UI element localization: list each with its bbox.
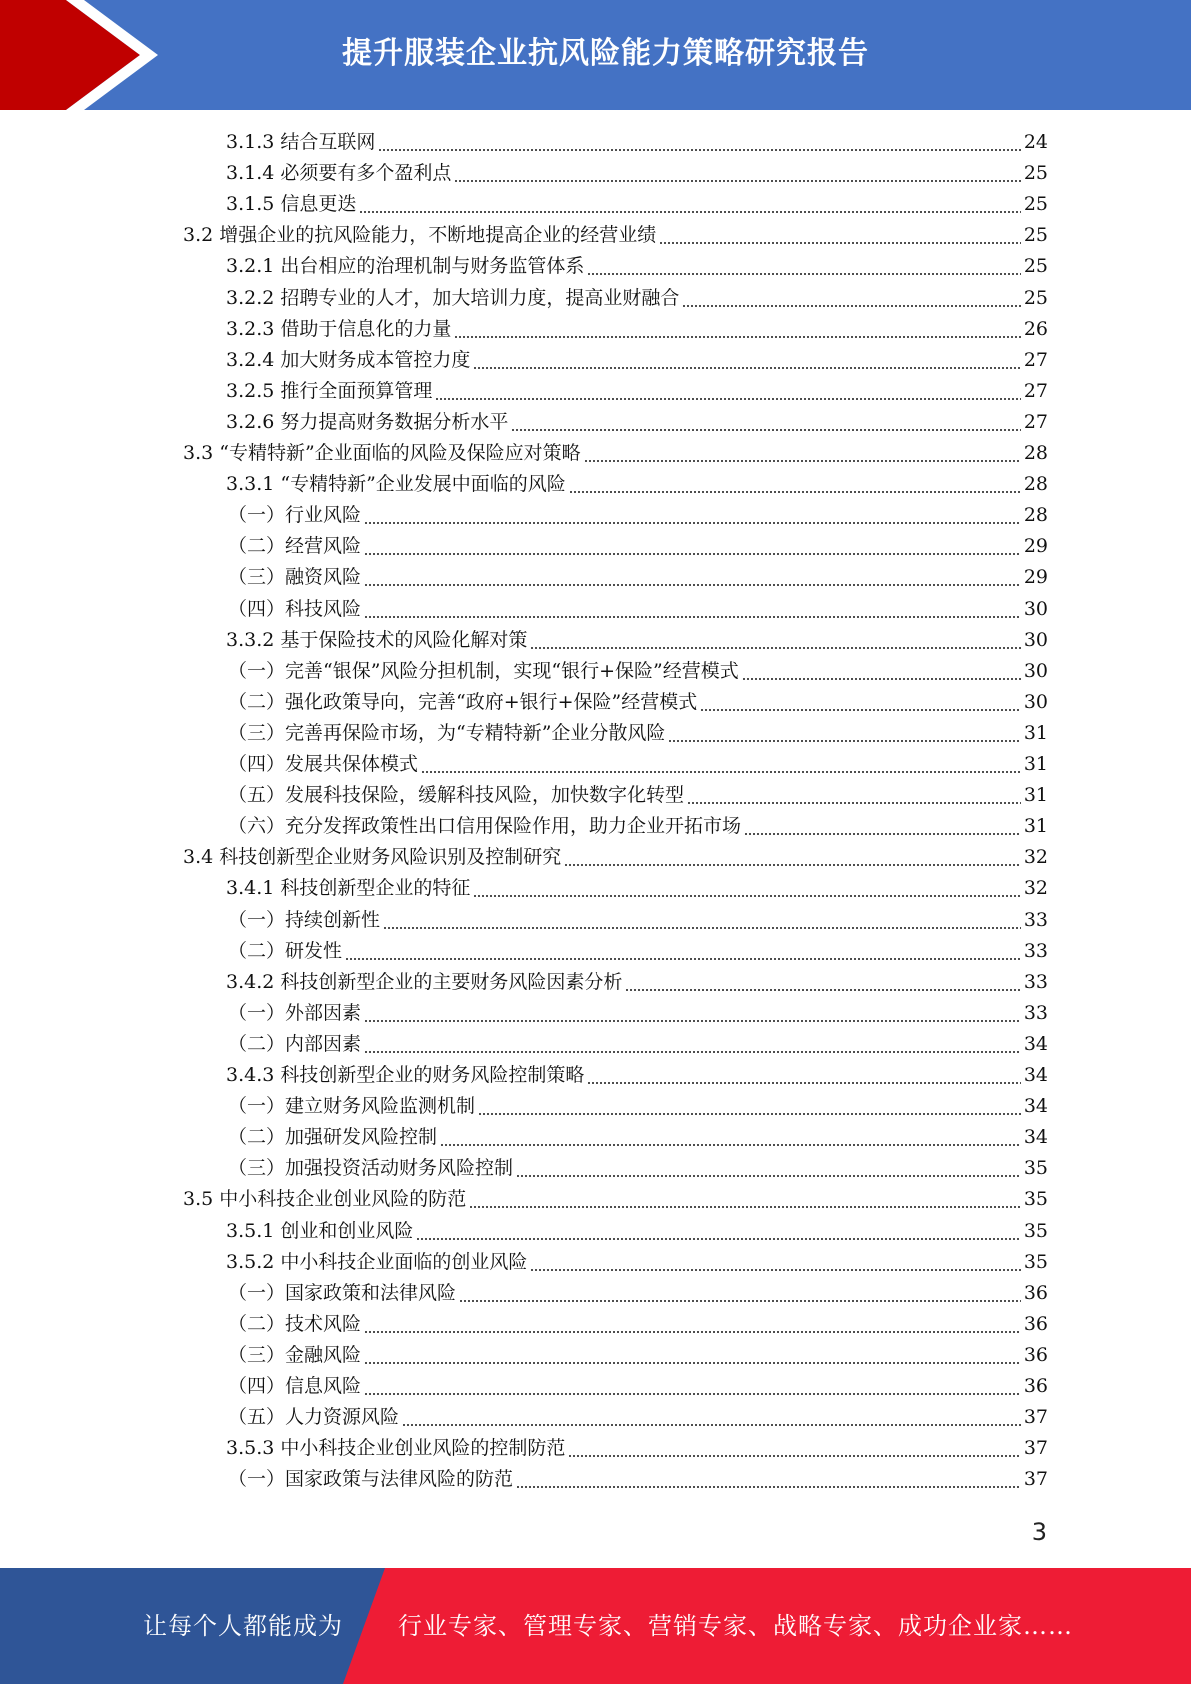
toc-entry-page: 34 [1023,1126,1048,1149]
toc-entry-page: 35 [1023,1157,1048,1180]
toc-dot-leader [345,958,1021,960]
toc-entry-title: 3.1.5 信息更迭 [226,193,357,216]
toc-dot-leader [687,802,1021,804]
toc-entry-title: 3.4.2 科技创新型企业的主要财务风险因素分析 [226,970,623,993]
toc-entry-title: （一）行业风险 [228,504,362,527]
toc-entry-page: 35 [1023,1219,1048,1242]
toc-entry[interactable] [228,656,1048,687]
toc-entry-title: 3.2 增强企业的抗风险能力，不断地提高企业的经营业绩 [183,224,657,247]
toc-dot-leader [421,771,1021,773]
toc-entry-page: 28 [1023,504,1048,527]
toc-dot-leader [359,211,1020,213]
toc-entry-title: （四）科技风险 [228,597,362,620]
toc-entry[interactable] [226,1060,1048,1091]
toc-entry-title: （一）国家政策和法律风险 [228,1281,457,1304]
toc-entry-page: 28 [1023,473,1048,496]
document-title: 提升服装企业抗风险能力策略研究报告 [342,36,869,71]
toc-entry[interactable] [226,1216,1048,1247]
toc-entry[interactable] [226,376,1048,407]
toc-entry[interactable] [228,718,1048,749]
toc-entry-page: 36 [1023,1375,1048,1397]
toc-entry-title: 3.2.4 加大财务成本管控力度 [226,348,471,371]
toc-entry-title: 3.1.4 必须要有多个盈利点 [226,162,452,185]
toc-dot-leader [459,1300,1021,1302]
toc-entry-page: 25 [1023,193,1048,216]
toc-dot-leader [682,305,1020,307]
toc-entry-title: （一）完善“银保”风险分担机制，实现“银行+保险”经营模式 [228,659,739,682]
toc-entry-title: 3.3.2 基于保险技术的风险化解对策 [226,628,528,651]
toc-entry-title: 3.3 “专精特新”企业面临的风险及保险应对策略 [183,442,581,464]
toc-entry[interactable] [228,905,1048,936]
toc-dot-leader [625,989,1020,991]
toc-entry-page: 27 [1023,410,1048,433]
toc-entry-page: 29 [1023,566,1048,589]
toc-entry[interactable] [226,127,1048,158]
toc-dot-leader [364,1393,1021,1395]
toc-entry[interactable] [226,407,1048,438]
page-header [0,0,1191,110]
toc-entry[interactable] [228,1153,1048,1184]
toc-entry-page: 27 [1023,379,1048,402]
toc-entry-page: 37 [1023,1468,1048,1491]
toc-dot-leader [473,367,1020,369]
toc-dot-leader [478,1113,1021,1115]
toc-entry[interactable] [183,220,1048,251]
toc-entry-title: （二）加强研发风险控制 [228,1126,438,1149]
toc-entry-page: 30 [1023,659,1048,682]
toc-dot-leader [364,553,1021,555]
toc-entry-page: 37 [1023,1437,1048,1460]
toc-entry-page: 32 [1023,877,1048,900]
toc-entry-title: （一）国家政策与法律风险的防范 [228,1468,514,1491]
toc-entry[interactable] [226,873,1048,904]
toc-entry-title: （一）建立财务风险监测机制 [228,1095,476,1118]
toc-entry[interactable] [228,1464,1048,1495]
toc-entry-title: 3.5.1 创业和创业风险 [226,1219,414,1242]
toc-entry-title: 3.5.3 中小科技企业创业风险的控制防范 [226,1437,566,1460]
toc-entry-title: （三）完善再保险市场，为“专精特新”企业分散风险 [228,721,666,744]
toc-dot-leader [364,584,1021,586]
toc-entry[interactable] [228,811,1048,842]
toc-entry-page: 37 [1023,1406,1048,1429]
toc-dot-leader [744,833,1021,835]
toc-entry-title: 3.2.6 努力提高财务数据分析水平 [226,410,509,433]
toc-dot-leader [378,149,1020,151]
toc-entry-page: 30 [1023,628,1048,651]
toc-entry-page: 29 [1023,535,1048,558]
toc-entry-title: 3.4.1 科技创新型企业的特征 [226,877,471,900]
toc-entry-title: （三）融资风险 [228,566,362,589]
toc-entry-title: （三）加强投资活动财务风险控制 [228,1157,514,1180]
page-number: 3 [1031,1518,1047,1546]
toc-dot-leader [364,1020,1021,1022]
toc-entry-page: 34 [1023,1032,1048,1055]
toc-entry[interactable] [226,469,1048,500]
toc-entry-title: 3.5 中小科技企业创业风险的防范 [183,1188,467,1211]
toc-dot-leader [569,491,1021,493]
toc-dot-leader [364,1051,1021,1053]
toc-entry-page: 33 [1023,970,1048,993]
toc-dot-leader [469,1206,1021,1208]
toc-entry-page: 33 [1023,939,1048,962]
toc-entry-page: 28 [1023,442,1048,464]
toc-entry[interactable] [226,1433,1048,1464]
toc-dot-leader [587,273,1020,275]
toc-entry-page: 25 [1023,286,1048,309]
toc-entry-title: 3.4.3 科技创新型企业的财务风险控制策略 [226,1064,585,1086]
toc-entry-title: （五）人力资源风险 [228,1406,400,1429]
toc-entry[interactable] [226,158,1048,189]
toc-entry[interactable] [183,1184,1048,1215]
toc-dot-leader [454,180,1020,182]
toc-entry-page: 36 [1023,1312,1048,1335]
toc-entry-page: 35 [1023,1188,1048,1211]
toc-entry[interactable] [226,251,1048,282]
toc-entry-title: （四）信息风险 [228,1375,362,1397]
toc-dot-leader [530,647,1020,649]
toc-entry[interactable] [228,594,1048,625]
toc-dot-leader [659,242,1021,244]
toc-dot-leader [584,460,1021,462]
toc-entry[interactable] [228,1029,1048,1060]
toc-dot-leader [364,616,1021,618]
toc-dot-leader [454,336,1020,338]
toc-dot-leader [564,864,1021,866]
toc-dot-leader [364,1331,1021,1333]
toc-entry-title: （一）持续创新性 [228,908,381,931]
toc-entry-page: 31 [1023,784,1048,807]
toc-entry-page: 36 [1023,1281,1048,1304]
toc-entry-title: （二）研发性 [228,939,343,962]
toc-entry-title: 3.2.2 招聘专业的人才，加大培训力度，提高业财融合 [226,286,680,309]
page-footer [0,1568,1191,1684]
footer-slogan-left: 让每个人都能成为 [143,1612,343,1640]
toc-dot-leader [402,1424,1021,1426]
toc-entry-title: 3.2.5 推行全面预算管理 [226,379,433,402]
toc-entry-page: 25 [1023,162,1048,185]
toc-entry[interactable] [228,998,1048,1029]
toc-entry-page: 24 [1023,131,1048,153]
toc-dot-leader [440,1144,1021,1146]
toc-dot-leader [511,429,1020,431]
footer-slogan-right: 行业专家、管理专家、营销专家、战略专家、成功企业家…… [398,1612,1073,1640]
toc-dot-leader [516,1175,1021,1177]
toc-entry-page: 34 [1023,1095,1048,1118]
toc-dot-leader [364,522,1021,524]
toc-entry[interactable] [228,1091,1048,1122]
toc-dot-leader [416,1238,1020,1240]
toc-entry-page: 31 [1023,721,1048,744]
toc-entry-title: （一）外部因素 [228,1001,362,1024]
toc-entry[interactable] [228,749,1048,780]
toc-entry-page: 30 [1023,690,1048,713]
toc-entry-title: （二）内部因素 [228,1032,362,1055]
toc-entry-title: （三）金融风险 [228,1343,362,1366]
toc-entry[interactable] [226,967,1048,998]
toc-dot-leader [668,740,1020,742]
toc-entry[interactable] [226,283,1048,314]
toc-entry-page: 36 [1023,1343,1048,1366]
toc-entry[interactable] [226,189,1048,220]
toc-entry[interactable] [228,1371,1048,1402]
toc-entry[interactable] [228,500,1048,531]
toc-entry-title: 3.3.1 “专精特新”企业发展中面临的风险 [226,473,566,496]
toc-entry-page: 27 [1023,348,1048,371]
toc-dot-leader [568,1455,1020,1457]
toc-entry-title: （四）发展共保体模式 [228,753,419,775]
toc-entry-page: 25 [1023,255,1048,278]
toc-entry[interactable] [183,842,1048,873]
toc-entry[interactable] [228,687,1048,718]
toc-entry-title: 3.5.2 中小科技企业面临的创业风险 [226,1250,528,1273]
toc-entry[interactable] [228,1278,1048,1309]
toc-entry[interactable] [228,780,1048,811]
toc-entry-page: 33 [1023,1001,1048,1024]
toc-entry-title: （五）发展科技保险，缓解科技风险，加快数字化转型 [228,784,685,807]
toc-entry[interactable] [228,936,1048,967]
toc-dot-leader [587,1082,1020,1084]
toc-entry-title: （二）技术风险 [228,1312,362,1335]
toc-entry-page: 33 [1023,908,1048,931]
toc-entry[interactable] [226,314,1048,345]
toc-entry[interactable] [228,1402,1048,1433]
toc-entry-page: 34 [1023,1064,1048,1086]
toc-dot-leader [383,927,1021,929]
toc-dot-leader [742,678,1021,680]
toc-entry[interactable] [228,531,1048,562]
toc-entry-page: 31 [1023,815,1048,838]
toc-entry-page: 30 [1023,597,1048,620]
toc-entry[interactable] [228,1309,1048,1340]
toc-dot-leader [700,709,1021,711]
toc-entry[interactable] [228,562,1048,593]
toc-entry-title: 3.2.3 借助于信息化的力量 [226,317,452,340]
toc-entry-page: 35 [1023,1250,1048,1273]
toc-entry-title: （二）强化政策导向，完善“政府+银行+保险”经营模式 [228,690,698,713]
toc-entry-page: 32 [1023,846,1048,869]
toc-dot-leader [530,1269,1020,1271]
toc-entry-title: （二）经营风险 [228,535,362,558]
toc-entry[interactable] [226,625,1048,656]
toc-entry-page: 26 [1023,317,1048,340]
toc-entry-title: （六）充分发挥政策性出口信用保险作用，助力企业开拓市场 [228,815,742,838]
toc-entry-page: 25 [1023,224,1048,247]
toc-entry[interactable] [183,438,1048,469]
toc-dot-leader [473,895,1020,897]
toc-entry-title: 3.2.1 出台相应的治理机制与财务监管体系 [226,255,585,278]
toc-entry[interactable] [226,1247,1048,1278]
toc-dot-leader [364,1362,1021,1364]
toc-dot-leader [516,1486,1021,1488]
toc-entry-title: 3.1.3 结合互联网 [226,131,376,153]
toc-entry-page: 31 [1023,753,1048,775]
toc-dot-leader [435,398,1020,400]
toc-entry[interactable] [228,1122,1048,1153]
toc-entry[interactable] [228,1340,1048,1371]
toc-entry-title: 3.4 科技创新型企业财务风险识别及控制研究 [183,846,562,869]
toc-entry[interactable] [226,345,1048,376]
